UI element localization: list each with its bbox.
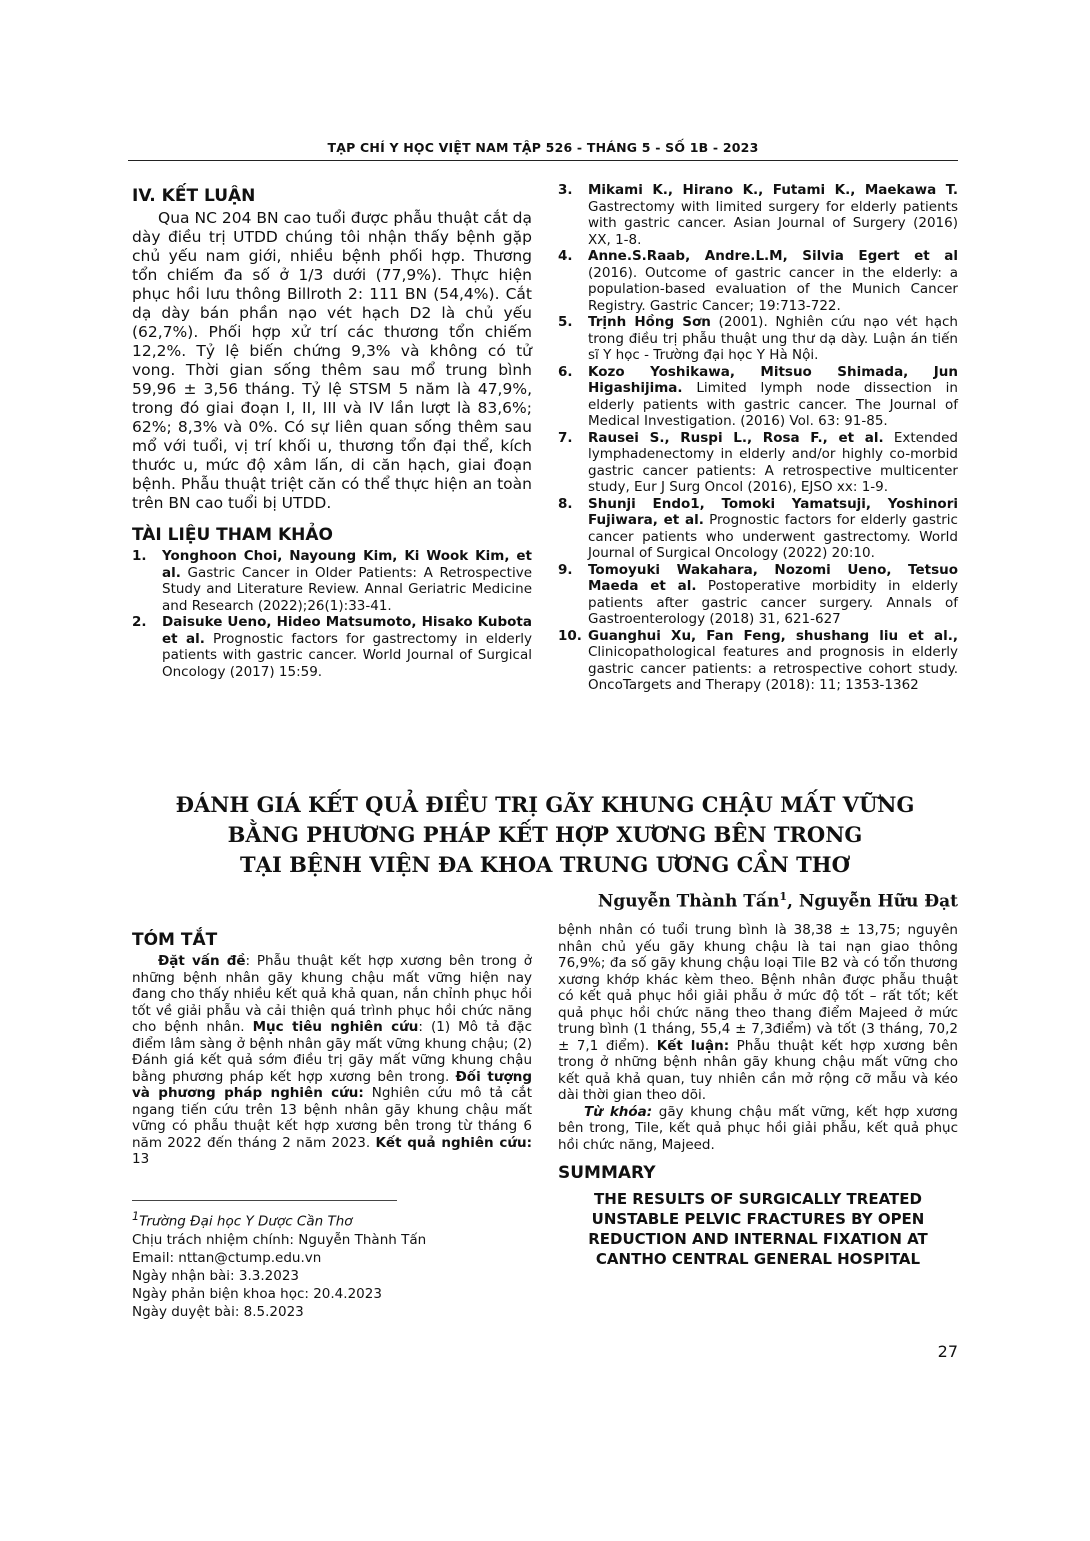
footnote-affiliation <box>132 1208 532 1231</box>
abstract-sentence: Nghiên cứu mô tả cắt ngang tiến cứu trên 13 bệnh nhân gãy khung chậu mất vững có phẫu thuật kết hợp xương bên trong từ tháng 6 năm 2022 đến tháng 2 năm 2023. <box>132 1085 532 1151</box>
abstract-sentence: bệnh nhân có tuổi trung bình là 38,38 ± 13,75; nguyên nhân chủ yếu gãy khung chậu là tai nạn giao thông 76,9%; đa số gãy khung chậu loại Tile B2 và có tổn thương xương khớp khác kèm theo. Bệnh nhân được phẫu thuật có kết quả phục hồi giải phẫu ở mức độ tốt – rất tốt; kết quả phục hồi chức năng theo thang điểm Majeed ở mức trung bình (1 tháng, 55,4 ± 7,3điểm) và tốt (3 tháng, 70,2 ± 7,1 điểm). <box>558 922 958 1054</box>
reference-authors: Mikami K., Hirano K., Futami K., Maekawa T. <box>588 182 958 198</box>
reference-item <box>558 496 958 562</box>
reference-text: Extended lymphadenectomy in elderly and/or highly co-morbid gastric cancer patients: A retrospective multicenter study, Eur J Surg Oncol (2016), EJSO xx: 1-9. <box>588 429 958 495</box>
footnote-approved: Ngày duyệt bài: 8.5.2023 <box>132 1303 304 1320</box>
left-column-top <box>132 186 532 680</box>
conclusion-heading: IV. KẾT LUẬN <box>132 186 256 206</box>
reference-number: 7. <box>558 429 573 446</box>
page-number: 27 <box>937 1342 958 1361</box>
reference-number: 5. <box>558 314 573 330</box>
abstract-sentence: : (1) Mô tả đặc điểm lâm sàng ở bệnh nhân gãy mất vững khung chậu; (2) Đánh giá kết quả sớm điều trị gãy mất vững khung chậu bằng phương pháp kết hợp xương bên trong. <box>132 1019 532 1085</box>
author-name: Nguyễn Hữu Đạt <box>798 891 958 912</box>
journal-header: TẠP CHÍ Y HỌC VIỆT NAM TẬP 526 - THÁNG 5 - SỐ 1B - 2023 <box>327 140 759 155</box>
reference-text: Gastrectomy with limited surgery for elderly patients with gastric cancer. Asian Journal of Surgery (2016) XX, 1-8. <box>588 198 958 248</box>
reference-text: Prognostic factors for gastrectomy in elderly patients with gastric cancer. World Journal of Surgical Oncology (2017) 15:59. <box>162 630 532 680</box>
footnote-divider <box>132 1200 397 1201</box>
author-name: Nguyễn Thành Tấn <box>597 891 780 912</box>
abstract-label: Mục tiêu nghiên cứu <box>252 1019 419 1035</box>
reference-item <box>132 614 532 680</box>
affiliation-text: Trường Đại học Y Dược Cần Thơ <box>139 1213 353 1230</box>
reference-number: 4. <box>558 248 573 264</box>
reference-text: (2016). Outcome of gastric cancer in the elderly: a population-based evaluation of the Munich Cancer Registry. Gastric Cancer; 19:713-722. <box>588 264 958 314</box>
conclusion-text: Qua NC 204 BN cao tuổi được phẫu thuật cắt dạ dày điều trị UTDD chúng tôi nhận thấy bệnh gặp chủ yếu nam giới, nhiều bệnh phối hợp. Thương tổn chiếm đa số ở 1/3 dưới (77,9%). Thực hiện phục hồi lưu thông Billroth 2: 111 BN (54,4%). Cắt dạ dày bán phần nạo vét hạch D2 là chủ yếu (62,7%). Phối hợp xử trí các thương tổn chiếm 12,2%. Tỷ lệ biến chứng 9,3% và không có tử vong. Thời gian sống thêm sau mổ trung bình 59,96 ± 3,56 tháng. Tỷ lệ STSM 5 năm là 47,9%, trong đó giai đoạn I, II, III và IV lần lượt là 83,6%; 62%; 8,3% và 0%. Có sự liên quan sống thêm sau mổ với tuổi, vị trí khối u, thương tổn đại thể, kích thước u, mức độ xâm lấn, di căn hạch, giai đoạn bệnh. Phẫu thuật triệt căn có thể thực hiện an toàn trên BN cao tuổi bị UTDD. <box>132 209 532 512</box>
reference-item <box>558 314 958 364</box>
abstract-text <box>132 953 532 1168</box>
reference-number: 10. <box>558 627 582 644</box>
reference-item <box>558 182 958 248</box>
reference-authors: Shunji Endo1, Tomoki Yamatsuji, Yoshinori Fujiwara, et al. <box>588 495 958 528</box>
reference-authors: Daisuke Ueno, Hideo Matsumoto, Hisako Kubota et al. <box>162 614 532 647</box>
article-authors <box>598 890 958 912</box>
abstract-left <box>132 930 532 1168</box>
keywords-label: Từ khóa: <box>584 1103 653 1120</box>
footnote-email: Email: nttan@ctump.edu.vn <box>132 1249 322 1266</box>
article-title-line: TẠI BỆNH VIỆN ĐA KHOA TRUNG ƯƠNG CẦN THƠ <box>240 852 850 877</box>
abstract-right <box>558 922 958 1269</box>
footnote <box>132 1208 532 1321</box>
reference-number: 3. <box>558 182 573 198</box>
reference-text: Gastric Cancer in Older Patients: A Retrospective Study and Literature Review. Annal Geriatric Medicine and Research (2022);26(1):33-41. <box>162 564 532 614</box>
reference-authors: Rausei S., Ruspi L., Rosa F., et al. <box>588 429 884 446</box>
article-title-line: BẰNG PHƯƠNG PHÁP KẾT HỢP XƯƠNG BÊN TRONG <box>227 822 863 847</box>
reference-item <box>558 364 958 430</box>
reference-text: (2001). Nghiên cứu nạo vét hạch trong điều trị phẫu thuật ung thư dạ dày. Luận án tiến sĩ Y học - Trường đại học Y Hà Nội. <box>588 314 958 363</box>
reference-authors: Guanghui Xu, Fan Feng, shushang liu et al., <box>588 627 958 644</box>
reference-authors: Trịnh Hồng Sơn <box>588 314 711 330</box>
right-column-top <box>558 182 958 694</box>
keywords <box>558 1104 958 1154</box>
author-affiliation-mark: 1 <box>779 890 787 903</box>
reference-text: Postoperative morbidity in elderly patients after gastric cancer surgery. Annals of Gastroenterology (2018) 31, 621-627 <box>588 578 958 627</box>
reference-authors: Kozo Yoshikawa, Mitsuo Shimada, Jun Higashijima. <box>588 363 958 396</box>
reference-item <box>558 628 958 694</box>
reference-item <box>558 430 958 496</box>
affiliation-mark: 1 <box>132 1210 140 1223</box>
abstract-sentence: Phẫu thuật kết hợp xương bên trong ở những bệnh nhân gãy khung chậu mất vững cho kết quả khả quan, tuy nhiên cần mở rộng cỡ mẫu và kéo dài thời gian theo dõi. <box>558 1037 958 1103</box>
abstract-label: Kết quả nghiên cứu: <box>375 1134 532 1151</box>
footnote-received: Ngày nhận bài: 3.3.2023 <box>132 1267 300 1284</box>
reference-text: Limited lymph node dissection in elderly patients with gastric cancer. The Journal of Medical Investigation. (2016) Vol. 63: 91-85. <box>588 380 958 429</box>
reference-item <box>132 548 532 614</box>
summary-title: THE RESULTS OF SURGICALLY TREATED UNSTABLE PELVIC FRACTURES BY OPEN REDUCTION AND INTERNAL FIXATION AT CANTHO CENTRAL GENERAL HOSPITAL <box>588 1190 928 1268</box>
abstract-heading: TÓM TẮT <box>132 930 218 950</box>
keywords-text: gãy khung chậu mất vững, kết hợp xương bên trong, Tile, kết quả phục hồi giải phẫu, kết quả phục hồi chức năng, Majeed. <box>558 1103 958 1153</box>
summary-heading: SUMMARY <box>558 1163 656 1183</box>
article-title-line: ĐÁNH GIÁ KẾT QUẢ ĐIỀU TRỊ GÃY KHUNG CHẬU MẤT VỮNG <box>175 792 915 817</box>
reference-item <box>558 562 958 628</box>
reference-number: 8. <box>558 495 573 512</box>
header-divider <box>128 160 958 161</box>
reference-number: 9. <box>558 561 573 578</box>
footnote-responsible: Chịu trách nhiệm chính: Nguyễn Thành Tấn <box>132 1231 427 1248</box>
abstract-sentence: : Phẫu thuật kết hợp xương bên trong ở những bệnh nhân gãy khung chậu mất vững hiện nay đang cho thấy nhiều kết quả khả quan, nắn chỉnh phục hồi tốt về giải phẫu và cải thiện quá trình phục hồi chức năng cho bệnh nhân. <box>132 953 532 1035</box>
reference-number: 6. <box>558 363 573 380</box>
abstract-label: Đối tượng và phương pháp nghiên cứu: <box>132 1068 532 1101</box>
abstract-label: Kết luận: <box>656 1037 730 1054</box>
reference-text: Prognostic factors for elderly gastric cancer patients who underwent gastrectomy. World Journal of Surgical Oncology (2022) 20:10. <box>588 512 958 561</box>
article-title <box>150 790 940 880</box>
reference-authors: Anne.S.Raab, Andre.L.M, Silvia Egert et al <box>588 248 958 264</box>
abstract-label: Đặt vấn đề <box>158 953 246 969</box>
reference-text: Clinicopathological features and prognosis in elderly gastric cancer patients: a retrospective cohort study. OncoTargets and Therapy (2018): 11; 1353-1362 <box>588 644 958 693</box>
reference-number: 2. <box>132 614 147 630</box>
footnote-reviewed: Ngày phản biện khoa học: 20.4.2023 <box>132 1285 382 1302</box>
abstract-sentence: 13 <box>132 1151 150 1167</box>
reference-authors: Tomoyuki Wakahara, Nozomi Ueno, Tetsuo Maeda et al. <box>588 561 958 594</box>
reference-item <box>558 248 958 314</box>
references-heading: TÀI LIỆU THAM KHẢO <box>132 525 333 545</box>
reference-number: 1. <box>132 548 147 564</box>
abstract-text <box>558 922 958 1104</box>
author-separator: , <box>786 891 799 912</box>
reference-authors: Yonghoon Choi, Nayoung Kim, Ki Wook Kim, et al. <box>162 548 532 581</box>
